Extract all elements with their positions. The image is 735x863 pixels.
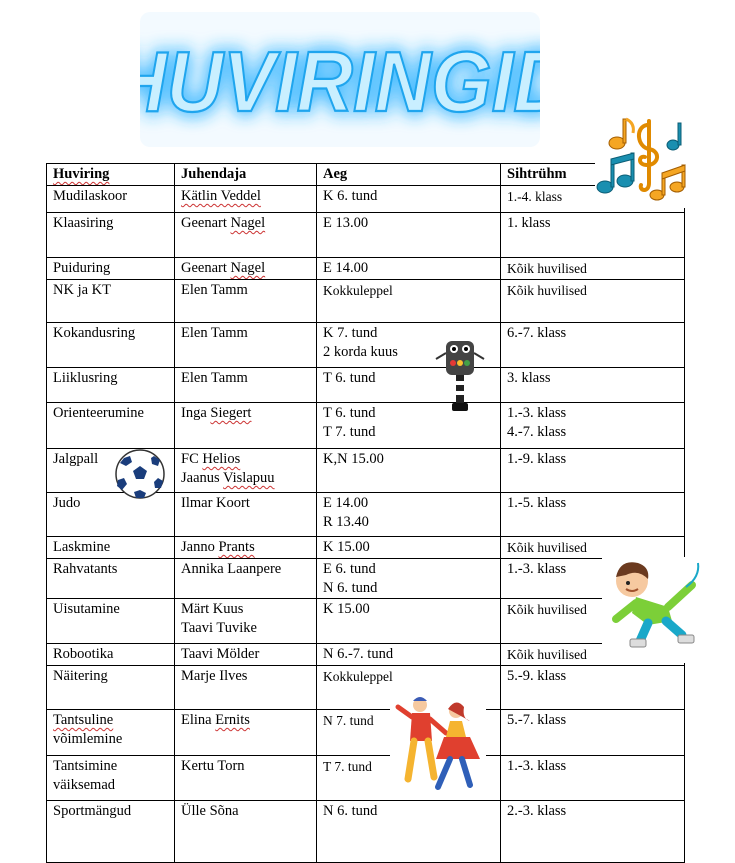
title-graphic xyxy=(140,12,540,147)
cell-line: Elen Tamm xyxy=(181,325,248,341)
cell-line: Näitering xyxy=(53,668,108,684)
cell-target xyxy=(501,710,685,756)
page-title-glow: UVIRINGI xyxy=(166,34,514,130)
table-row xyxy=(47,323,685,368)
cell-line: N 7. tund xyxy=(323,713,374,728)
cell-line: Sportmängud xyxy=(53,803,132,819)
dancing-couple-icon xyxy=(390,693,486,795)
cell-line: 1.-3. klass xyxy=(507,405,567,421)
table-row xyxy=(47,599,685,644)
cell-line: 5.-9. klass xyxy=(507,668,567,684)
cell-name xyxy=(47,323,175,368)
table-row xyxy=(47,666,685,710)
cell-time xyxy=(317,559,501,599)
cell-leader xyxy=(175,368,317,403)
cell-target xyxy=(501,280,685,323)
cell-leader xyxy=(175,186,317,213)
cell-leader xyxy=(175,537,317,559)
cell-line: Judo xyxy=(53,495,81,511)
table-row xyxy=(47,258,685,280)
header-aeg: Aeg xyxy=(317,164,501,186)
cell-line: Mudilaskoor xyxy=(53,188,128,204)
header-juhendaja: Juhendaja xyxy=(175,164,317,186)
cell-line: 1.-3. klass xyxy=(507,758,567,774)
cell-target xyxy=(501,493,685,537)
table-row xyxy=(47,559,685,599)
cell-target xyxy=(501,258,685,280)
cell-line: E 14.00 xyxy=(323,260,369,276)
cell-name xyxy=(47,710,175,756)
cell-leader xyxy=(175,599,317,644)
cell-name xyxy=(47,801,175,863)
cell-line: 2 korda kuus xyxy=(323,344,398,360)
cell-line: 2.-3. klass xyxy=(507,803,567,819)
cell-line: Kõik huvilised xyxy=(507,261,587,276)
header-sihtruhm: Sihtrühm xyxy=(501,164,685,186)
cell-time xyxy=(317,258,501,280)
cell-time xyxy=(317,449,501,493)
cell-target xyxy=(501,666,685,710)
cell-leader xyxy=(175,493,317,537)
cell-line: 1.-5. klass xyxy=(507,495,567,511)
cell-line: Kokkuleppel xyxy=(323,283,393,298)
cell-line: 4.-7. klass xyxy=(507,424,567,440)
cell-line: E 14.00 xyxy=(323,495,369,511)
cell-name xyxy=(47,213,175,258)
soccer-ball-icon xyxy=(114,448,166,500)
cell-name xyxy=(47,368,175,403)
cell-line: K 15.00 xyxy=(323,601,370,617)
cell-leader xyxy=(175,213,317,258)
cell-line: võimlemine xyxy=(53,731,123,747)
cell-line: Kätlin Veddel xyxy=(181,188,261,204)
cell-line: 1.-4. klass xyxy=(507,189,563,204)
cell-line: NK ja KT xyxy=(53,282,111,298)
table-row xyxy=(47,756,685,801)
table-row xyxy=(47,801,685,863)
cell-name xyxy=(47,644,175,666)
cell-line: Taavi Tuvike xyxy=(181,620,257,636)
cell-line: Taavi Mölder xyxy=(181,646,260,662)
cell-leader xyxy=(175,801,317,863)
cell-line: FC Helios xyxy=(181,451,241,467)
cell-line: Tantsuline xyxy=(53,712,114,728)
cell-time xyxy=(317,599,501,644)
cell-line: 1.-9. klass xyxy=(507,451,567,467)
cell-line: väiksemad xyxy=(53,777,116,793)
cell-target xyxy=(501,403,685,449)
cell-line: Uisutamine xyxy=(53,601,120,617)
table-row xyxy=(47,186,685,213)
cell-line: Kertu Torn xyxy=(181,758,245,774)
cell-time xyxy=(317,537,501,559)
cell-line: Kõik huvilised xyxy=(507,602,587,617)
cell-line: 1.-3. klass xyxy=(507,561,567,577)
cell-line: Kokandusring xyxy=(53,325,136,341)
cell-leader xyxy=(175,559,317,599)
cell-line: T 7. tund xyxy=(323,759,372,774)
cell-line: Marje Ilves xyxy=(181,668,248,684)
cell-line: Liiklusring xyxy=(53,370,118,386)
cell-time xyxy=(317,801,501,863)
cell-name xyxy=(47,666,175,710)
cell-line: Märt Kuus xyxy=(181,601,244,617)
cell-leader xyxy=(175,258,317,280)
cell-time xyxy=(317,280,501,323)
cell-name xyxy=(47,186,175,213)
table-row xyxy=(47,537,685,559)
cell-name xyxy=(47,403,175,449)
cell-line: N 6.-7. tund xyxy=(323,646,394,662)
cell-leader xyxy=(175,323,317,368)
cell-time xyxy=(317,493,501,537)
cell-target xyxy=(501,368,685,403)
cell-leader xyxy=(175,280,317,323)
cell-line: Jaanus Vislapuu xyxy=(181,470,275,486)
cell-line: Ilmar Koort xyxy=(181,495,250,511)
cell-line: E 6. tund xyxy=(323,561,376,577)
cell-name xyxy=(47,537,175,559)
cell-leader xyxy=(175,710,317,756)
cell-target xyxy=(501,756,685,801)
cell-leader xyxy=(175,756,317,801)
cell-line: Orienteerumine xyxy=(53,405,144,421)
skater-icon xyxy=(602,557,707,663)
cell-line: N 6. tund xyxy=(323,580,378,596)
music-notes-icon xyxy=(595,113,690,208)
cell-line: Rahvatants xyxy=(53,561,118,577)
cell-line: Elen Tamm xyxy=(181,370,248,386)
cell-line: Inga Siegert xyxy=(181,405,252,421)
cell-line: 6.-7. klass xyxy=(507,325,567,341)
cell-line: T 6. tund xyxy=(323,405,376,421)
table-row xyxy=(47,368,685,403)
cell-line: 3. klass xyxy=(507,370,551,386)
cell-line: N 6. tund xyxy=(323,803,378,819)
cell-line: E 13.00 xyxy=(323,215,369,231)
cell-line: Puiduring xyxy=(53,260,111,276)
cell-name xyxy=(47,280,175,323)
cell-line: K,N 15.00 xyxy=(323,451,384,467)
cell-line: 1. klass xyxy=(507,215,551,231)
table-row xyxy=(47,213,685,258)
table-row xyxy=(47,403,685,449)
cell-line: R 13.40 xyxy=(323,514,369,530)
cell-line: Kokkuleppel xyxy=(323,669,393,684)
cell-line: Janno Prants xyxy=(181,539,255,555)
cell-line: Laskmine xyxy=(53,539,111,555)
cell-line: Klaasiring xyxy=(53,215,114,231)
page-title: UVIRINGI xyxy=(166,34,514,130)
cell-leader xyxy=(175,666,317,710)
cell-line: Elina Ernits xyxy=(181,712,250,728)
cell-target xyxy=(501,537,685,559)
cell-target xyxy=(501,323,685,368)
cell-target xyxy=(501,213,685,258)
cell-time xyxy=(317,644,501,666)
cell-line: Annika Laanpere xyxy=(181,561,282,577)
cell-line: Kõik huvilised xyxy=(507,540,587,555)
table-row xyxy=(47,644,685,666)
cell-target xyxy=(501,801,685,863)
table-header-row xyxy=(47,164,685,186)
cell-line: Robootika xyxy=(53,646,114,662)
cell-line: Geenart Nagel xyxy=(181,260,266,276)
cell-line: Elen Tamm xyxy=(181,282,248,298)
cell-leader xyxy=(175,403,317,449)
cell-time xyxy=(317,186,501,213)
schedule-table xyxy=(46,163,685,863)
header-huviring: Huviring xyxy=(47,164,175,186)
cell-leader xyxy=(175,644,317,666)
cell-line: K 6. tund xyxy=(323,188,378,204)
cell-line: Geenart Nagel xyxy=(181,215,266,231)
cell-line: Kõik huvilised xyxy=(507,647,587,662)
cell-name xyxy=(47,756,175,801)
cell-line: Jalgpall xyxy=(53,451,99,467)
cell-name xyxy=(47,559,175,599)
table-row xyxy=(47,280,685,323)
table-row xyxy=(47,710,685,756)
cell-time xyxy=(317,213,501,258)
cell-line: K 7. tund xyxy=(323,325,378,341)
cell-line: T 6. tund xyxy=(323,370,376,386)
traffic-light-icon xyxy=(432,337,488,415)
cell-leader xyxy=(175,449,317,493)
cell-line: K 15.00 xyxy=(323,539,370,555)
cell-line: Tantsimine xyxy=(53,758,118,774)
cell-line: T 7. tund xyxy=(323,424,376,440)
cell-target xyxy=(501,449,685,493)
cell-name xyxy=(47,258,175,280)
cell-name xyxy=(47,599,175,644)
cell-line: 5.-7. klass xyxy=(507,712,567,728)
cell-line: Ülle Sõna xyxy=(181,803,239,819)
title-banner xyxy=(140,12,540,147)
cell-line: Kõik huvilised xyxy=(507,283,587,298)
